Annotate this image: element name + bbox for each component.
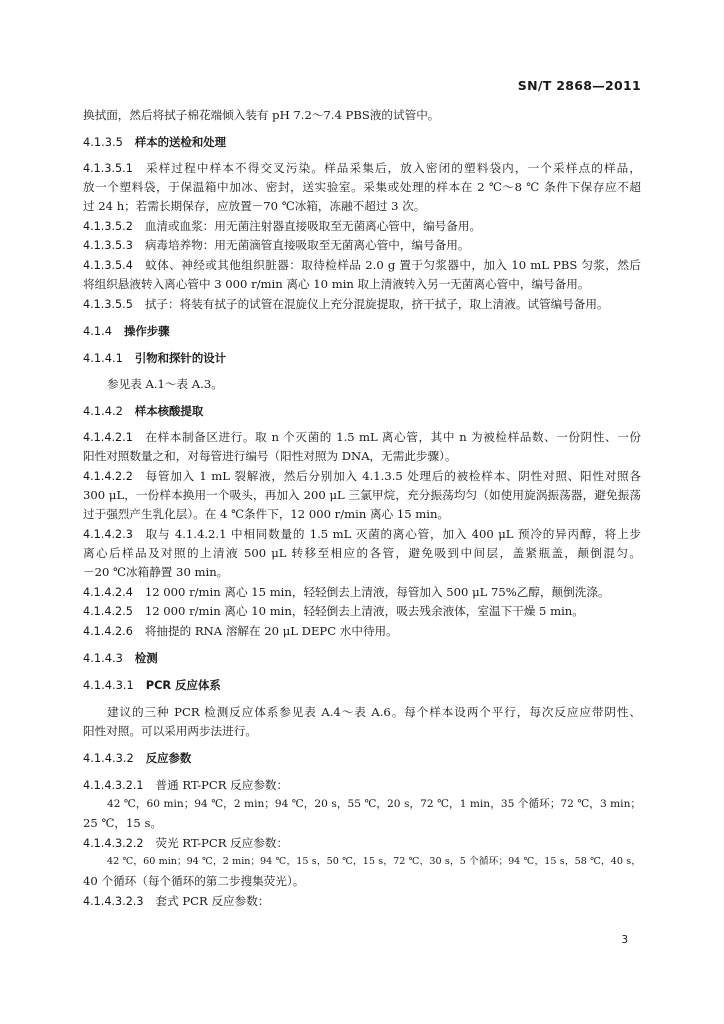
clause-text: 阳性对照数量之和，对每管进行编号（阳性对照为 DNA，无需此步骤）。 — [83, 449, 457, 463]
section-number: 4.1.4.3.2 — [83, 751, 134, 765]
section-heading — [83, 650, 641, 666]
clause-number: 4.1.4.2.6 — [83, 625, 133, 638]
text-line — [83, 723, 641, 739]
page-number: 3 — [621, 934, 628, 946]
clause-text: 病毒培养物：用无菌滴管直接吸取至无菌离心管中，编号备用。 — [144, 238, 470, 252]
clause-number: 4.1.4.2.3 — [83, 528, 133, 541]
text-line — [83, 448, 641, 464]
section-number: 4.1.4.2 — [83, 404, 123, 418]
clause-number: 4.1.4.3.2.3 — [83, 895, 144, 908]
clause-text: 荧光 RT-PCR 反应参数： — [155, 836, 289, 850]
text-line — [83, 545, 641, 561]
clause-number: 4.1.3.5.1 — [83, 162, 133, 175]
section-title: 检测 — [134, 651, 158, 665]
section-number: 4.1.4 — [83, 324, 112, 338]
text-line — [83, 276, 641, 292]
clause-text: 每管加入 1 mL 裂解液，然后分别加入 4.1.3.5 处理后的被检样本、阴性对照、阳性对照各 — [144, 469, 641, 483]
section-title: 引物和探针的设计 — [134, 351, 226, 365]
clause-text: 参见表 A.1～表 A.3。 — [107, 377, 223, 391]
text-line — [83, 873, 641, 889]
clause-text: 42 ℃，60 min；94 ℃，2 min；94 ℃，15 s，50 ℃，15 s，72 ℃，30 s，5 个循环；94 ℃，15 s，58 ℃，40 s， — [107, 856, 641, 867]
clause-text: 42 ℃，60 min；94 ℃，2 min；94 ℃，20 s，55 ℃，20 s，72 ℃，1 min，35 个循环；72 ℃，3 min； — [107, 798, 641, 810]
clause-number: 4.1.4.2.2 — [83, 470, 133, 483]
clause-number: 4.1.4.2.1 — [83, 431, 133, 444]
text-line — [83, 487, 641, 503]
section-number: 4.1.3.5 — [83, 135, 123, 149]
section-heading — [83, 677, 641, 693]
clause-number: 4.1.3.5.5 — [83, 298, 133, 311]
section-title: 操作步骤 — [123, 324, 170, 338]
clause-text: 离心后样品及对照的上清液 500 μL 转移至相应的各管，避免吸到中间层，盖紧瓶盖，颠倒混匀。 — [83, 546, 641, 560]
text-line — [107, 704, 641, 720]
text-line — [83, 603, 641, 620]
text-line — [83, 526, 641, 543]
text-line — [83, 160, 641, 177]
section-number: 4.1.4.3 — [83, 651, 123, 665]
clause-number: 4.1.4.2.4 — [83, 586, 133, 599]
text-line — [83, 237, 641, 254]
text-line — [83, 623, 641, 640]
clause-text: 普通 RT-PCR 反应参数： — [155, 778, 289, 792]
text-line — [83, 218, 641, 235]
text-line — [83, 777, 641, 794]
text-line — [83, 257, 641, 274]
section-title: 样本核酸提取 — [134, 404, 204, 418]
clause-number: 4.1.4.2.5 — [83, 605, 133, 618]
section-heading — [83, 323, 641, 339]
text-line — [83, 107, 641, 123]
clause-text: 300 μL，一份样本换用一个吸头，再加入 200 μL 三氯甲烷，充分振荡均匀（如使用旋涡振荡器，避免振荡 — [83, 488, 641, 502]
section-heading — [83, 403, 641, 419]
text-line — [107, 376, 641, 392]
text-line — [83, 468, 641, 485]
section-number: 4.1.4.1 — [83, 351, 123, 365]
clause-number: 4.1.3.5.4 — [83, 259, 133, 272]
text-line — [107, 854, 641, 870]
section-number: 4.1.4.3.1 — [83, 678, 134, 692]
clause-number: 4.1.3.5.3 — [83, 239, 133, 252]
text-line — [83, 584, 641, 601]
clause-text: 将组织悬液转入离心管中 3 000 r/min 离心 10 min 取上清液转入另一无菌离心管中，编号备用。 — [83, 277, 590, 291]
text-line — [83, 506, 641, 522]
clause-text: 套式 PCR 反应参数： — [155, 894, 270, 908]
clause-text: 40 个循环（每个循环的第二步搜集荧光）。 — [83, 874, 305, 888]
clause-text: 血清或血浆：用无菌注射器直接吸取至无菌离心管中，编号备用。 — [144, 219, 482, 233]
section-title: PCR 反应体系 — [145, 678, 221, 692]
text-line — [83, 815, 641, 831]
section-title: 反应参数 — [145, 751, 192, 765]
clause-text: 蚊体、神经或其他组织脏器：取待检样品 2.0 g 置于匀浆器中，加入 10 mL PBS 匀浆，然后 — [144, 258, 641, 272]
clause-text: 过 24 h；若需长期保存，应放置－70 ℃冰箱，冻融不超过 3 次。 — [83, 199, 426, 213]
clause-text: 12 000 r/min 离心 15 min，轻轻倒去上清液，每管加入 500 μL 75%乙醇，颠倒洗涤。 — [144, 585, 610, 599]
clause-number: 4.1.4.3.2.2 — [83, 837, 144, 850]
text-line — [83, 564, 641, 580]
clause-number: 4.1.4.3.2.1 — [83, 779, 144, 792]
text-line — [83, 893, 641, 910]
section-heading — [83, 350, 641, 366]
section-heading — [83, 750, 641, 766]
text-line — [107, 796, 641, 812]
clause-text: 取与 4.1.4.2.1 中相同数量的 1.5 mL 灭菌的离心管，加入 400 μL 预冷的异丙醇，将上步 — [144, 527, 641, 541]
text-line — [83, 429, 641, 446]
clause-text: 拭子：将装有拭子的试管在混旋仪上充分混旋提取，挤干拭子，取上清液。试管编号备用。 — [144, 297, 609, 311]
text-line — [83, 835, 641, 852]
clause-text: －20 ℃冰箱静置 30 min。 — [83, 565, 229, 579]
clause-text: 过于强烈产生乳化层）。在 4 ℃条件下，12 000 r/min 离心 15 min。 — [83, 507, 450, 521]
section-title: 样本的送检和处理 — [134, 135, 226, 149]
clause-text: 在样本制备区进行。取 n 个灭菌的 1.5 mL 离心管，其中 n 为被检样品数、一份阴性、一份 — [144, 430, 641, 444]
clause-text: 采样过程中样本不得交叉污染。样品采集后，放入密闭的塑料袋内，一个采样点的样品， — [144, 161, 641, 175]
text-line — [83, 198, 641, 214]
clause-text: 放一个塑料袋，于保温箱中加冰、密封，送实验室。采集或处理的样本在 2 ℃～8 ℃ 条件下保存应不超 — [83, 180, 641, 194]
standard-number: SN/T 2868—2011 — [517, 78, 641, 93]
text-line — [83, 296, 641, 313]
clause-number: 4.1.3.5.2 — [83, 220, 133, 233]
clause-text: 将抽提的 RNA 溶解在 20 μL DEPC 水中待用。 — [144, 624, 398, 638]
clause-text: 建议的三种 PCR 检测反应体系参见表 A.4～表 A.6。每个样本设两个平行，每次反应应带阴性、 — [107, 705, 641, 719]
section-heading — [83, 134, 641, 150]
clause-text: 阳性对照。可以采用两步法进行。 — [83, 724, 257, 738]
clause-text: 12 000 r/min 离心 10 min，轻轻倒去上清液，吸去残余液体，室温下干燥 5 min。 — [144, 604, 584, 618]
clause-text: 25 ℃，15 s。 — [83, 816, 162, 830]
text-line — [83, 179, 641, 195]
clause-text: 换拭面，然后将拭子棉花端倾入装有 pH 7.2～7.4 PBS液的试管中。 — [83, 108, 440, 122]
